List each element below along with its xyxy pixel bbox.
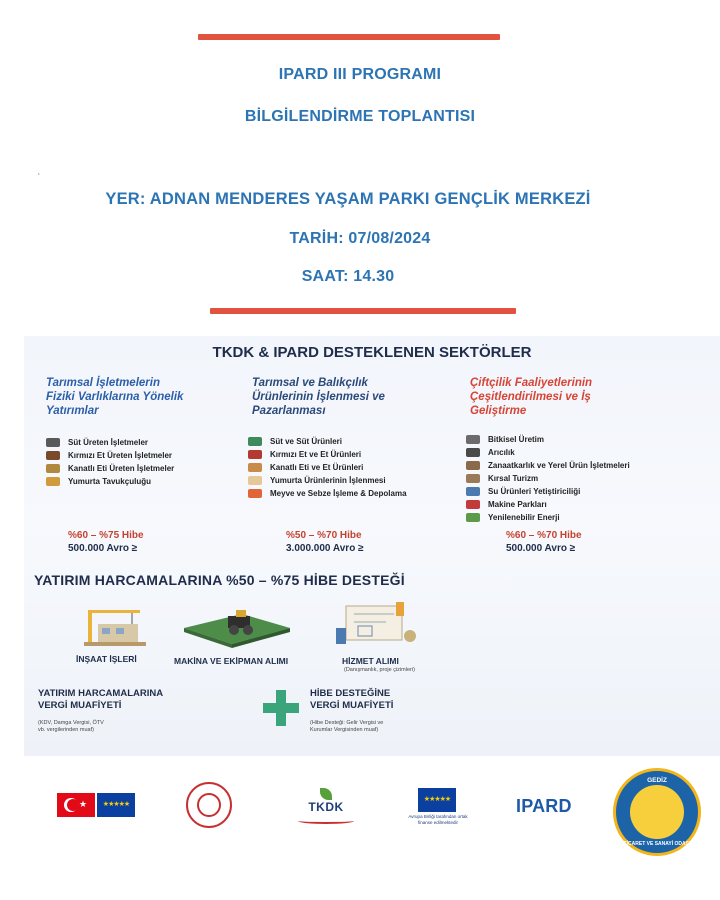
milk-icon xyxy=(248,437,262,446)
exemption-line: VERGİ MUAFİYETİ xyxy=(310,700,394,711)
meat-icon xyxy=(248,450,262,459)
gediz-logo-top-text: GEDİZ xyxy=(647,777,667,784)
heading-line: Tarımsal İşletmelerin xyxy=(46,377,160,389)
column-heading xyxy=(46,376,246,418)
note-line: vb. vergilerinden muaf) xyxy=(38,727,94,733)
heading-line: Çeşitlendirilmesi ve İş xyxy=(470,391,591,403)
item-label: Yumurta Ürünlerinin İşlenmesi xyxy=(270,476,386,485)
tkdk-logo-text: TKDK xyxy=(308,800,344,814)
item-label: Yenilenebilir Enerji xyxy=(488,513,560,522)
note-line: (Hibe Desteği: Gelir Vergisi ve xyxy=(310,720,384,726)
column-2-grant xyxy=(286,529,364,555)
cow-icon xyxy=(46,438,60,447)
eu-cofinance-logo: ★★★★★ xyxy=(418,788,456,812)
exemption-line: YATIRIM HARCAMALARINA xyxy=(38,688,164,699)
hen-icon xyxy=(46,477,60,486)
column-heading xyxy=(470,376,710,418)
tourism-icon xyxy=(466,474,480,483)
exemption-note xyxy=(310,720,383,734)
list-item xyxy=(466,459,630,472)
grant-rate: %50 – %70 Hibe xyxy=(286,530,362,541)
item-label: Makine Parkları xyxy=(488,500,547,509)
item-label: Arıcılık xyxy=(488,448,515,457)
heading-line: Ürünlerinin İşlenmesi ve xyxy=(252,391,385,403)
list-item xyxy=(466,433,630,446)
gediz-chamber-logo xyxy=(613,768,701,856)
note-line: (KDV, Damga Vergisi, ÖTV xyxy=(38,720,104,726)
list-item xyxy=(466,498,630,511)
list-item xyxy=(466,485,630,498)
exemption-note xyxy=(38,720,104,734)
exemption-grant xyxy=(310,688,393,712)
ipard-logo: IPARD xyxy=(516,796,572,816)
turkish-flag-logo: ★ xyxy=(57,793,95,817)
heading-line: Yatırımlar xyxy=(46,405,99,417)
list-item xyxy=(466,511,630,524)
bee-icon xyxy=(466,448,480,457)
list-item xyxy=(46,436,174,449)
item-label: Kanatlı Eti ve Et Ürünleri xyxy=(270,463,364,472)
exemption-investment xyxy=(38,688,163,712)
item-label: Kanatlı Eti Üreten İşletmeler xyxy=(68,464,175,473)
grant-limit: 3.000.000 Avro ≥ xyxy=(286,543,364,554)
bottom-accent-bar xyxy=(210,308,516,314)
investment-label: HİZMET ALIMI xyxy=(342,656,399,666)
time-line: SAAT: 14.30 xyxy=(301,268,395,285)
grant-rate: %60 – %70 Hibe xyxy=(506,530,582,541)
eu-flag-logo: ★★★★★ xyxy=(97,793,135,817)
heading-line: Tarımsal ve Balıkçılık xyxy=(252,377,368,389)
item-label: Zanaatkarlık ve Yerel Ürün İşletmeleri xyxy=(488,461,630,470)
list-item xyxy=(46,462,174,475)
location-line: YER: ADNAN MENDERES YAŞAM PARKI GENÇLİK MERKEZİ xyxy=(105,190,591,208)
cattle-icon xyxy=(46,451,60,460)
heading-line: Geliştirme xyxy=(470,405,527,417)
sectors-poster xyxy=(24,336,720,756)
list-item xyxy=(248,474,407,487)
fruit-icon xyxy=(248,489,262,498)
program-title: IPARD III PROGRAMI xyxy=(278,66,442,83)
column-physical-assets xyxy=(46,376,246,418)
machinery-illustration xyxy=(182,604,292,648)
list-item xyxy=(248,487,407,500)
column-diversification xyxy=(470,376,710,418)
item-label: Su Ürünleri Yetiştiriciliği xyxy=(488,487,581,496)
item-label: Kırmızı Et ve Et Ürünleri xyxy=(270,450,362,459)
list-item xyxy=(46,475,174,488)
heading-line: Fiziki Varlıklarına Yönelik xyxy=(46,391,184,403)
investment-label: İNŞAAT İŞLERİ xyxy=(76,654,137,664)
column-3-items xyxy=(466,433,630,524)
column-processing xyxy=(252,376,467,418)
column-2-items xyxy=(248,435,407,500)
item-label: Bitkisel Üretim xyxy=(488,435,545,444)
column-1-grant xyxy=(68,529,144,555)
egg-icon xyxy=(248,476,262,485)
item-label: Yumurta Tavukçuluğu xyxy=(68,477,151,486)
item-label: Süt Üreten İşletmeler xyxy=(68,438,149,447)
service-illustration xyxy=(336,598,420,646)
investment-label: MAKİNA VE EKİPMAN ALIMI xyxy=(174,656,289,666)
poster-title: TKDK & IPARD DESTEKLENEN SEKTÖRLER xyxy=(212,344,532,361)
exemption-line: VERGİ MUAFİYETİ xyxy=(38,700,122,711)
item-label: Meyve ve Sebze İşleme & Depolama xyxy=(270,489,407,498)
plant-icon xyxy=(466,435,480,444)
fish-icon xyxy=(466,487,480,496)
list-item xyxy=(46,449,174,462)
construction-illustration xyxy=(82,598,148,648)
list-item xyxy=(248,435,407,448)
grant-rate: %60 – %75 Hibe xyxy=(68,530,144,541)
investment-note: (Danışmanlık, proje çizimleri) xyxy=(344,667,415,673)
heading-line: Pazarlanması xyxy=(252,405,326,417)
stray-mark: ‘ xyxy=(38,172,40,181)
grant-limit: 500.000 Avro ≥ xyxy=(506,543,576,554)
ministry-agriculture-logo xyxy=(186,782,232,828)
grant-limit: 500.000 Avro ≥ xyxy=(68,543,138,554)
eu-cofinance-note: Avrupa Birliği tarafından ortak finanse edilmektedir xyxy=(408,814,468,825)
top-accent-bar xyxy=(198,34,500,40)
list-item xyxy=(466,472,630,485)
tractor-icon xyxy=(466,500,480,509)
poultry-icon xyxy=(248,463,262,472)
plus-icon xyxy=(261,688,301,728)
note-line: Kurumlar Vergisinden muaf) xyxy=(310,727,379,733)
meeting-subtitle: BİLGİLENDİRME TOPLANTISI xyxy=(244,108,476,125)
column-heading xyxy=(252,376,467,418)
chicken-icon xyxy=(46,464,60,473)
date-line: TARİH: 07/08/2024 xyxy=(289,230,431,247)
item-label: Kırmızı Et Üreten İşletmeler xyxy=(68,451,173,460)
investment-title: YATIRIM HARCAMALARINA %50 – %75 HİBE DESTEĞİ xyxy=(34,572,405,588)
list-item xyxy=(248,461,407,474)
craft-icon xyxy=(466,461,480,470)
tkdk-logo xyxy=(296,788,356,828)
column-1-items xyxy=(46,436,174,488)
gediz-logo-bottom-text: TİCARET VE SANAYİ ODASI xyxy=(623,841,691,847)
heading-line: Çiftçilik Faaliyetlerinin xyxy=(470,377,593,389)
energy-icon xyxy=(466,513,480,522)
list-item xyxy=(248,448,407,461)
item-label: Süt ve Süt Ürünleri xyxy=(270,437,343,446)
list-item xyxy=(466,446,630,459)
column-3-grant xyxy=(506,529,582,555)
exemption-line: HİBE DESTEĞİNE xyxy=(310,688,391,699)
item-label: Kırsal Turizm xyxy=(488,474,539,483)
